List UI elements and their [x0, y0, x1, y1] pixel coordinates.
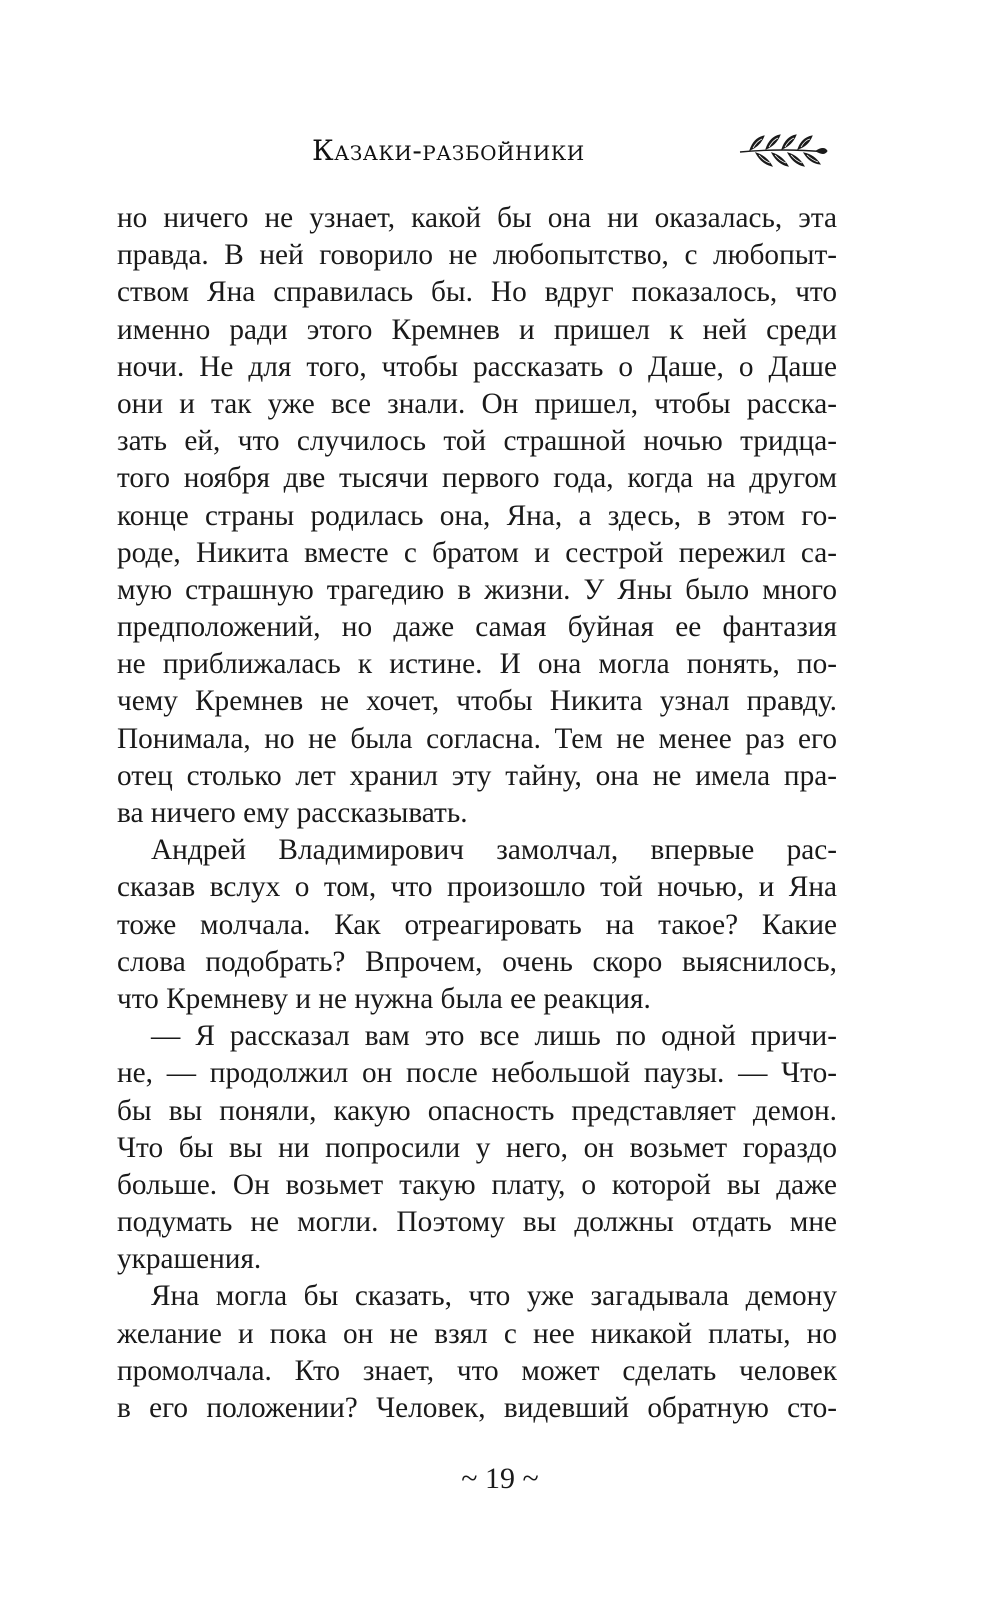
text-line: Яна могла бы сказать, что уже загадывала демону: [151, 1280, 837, 1313]
text-line: того ноября две тысячи первого года, когда на другом: [117, 462, 837, 495]
text-line: — Я рассказал вам это все лишь по одной причи-: [151, 1020, 837, 1053]
page-number: ~ 19 ~: [461, 1462, 539, 1495]
text-line: Что бы вы ни попросили у него, он возьмет гораздо: [117, 1131, 837, 1164]
text-line: не, — продолжил он после небольшой паузы. — Что-: [117, 1057, 837, 1090]
text-line: промолчала. Кто знает, что может сделать человек: [117, 1354, 837, 1387]
paragraph: [117, 1278, 837, 1427]
text-line: Андрей Владимирович замолчал, впервые рас-: [151, 834, 837, 867]
text-line: не приближалась к истине. И она могла понять, по-: [117, 648, 837, 681]
paragraph: [117, 1018, 837, 1278]
text-line: сказав вслух о том, что произошло той ночью, и Яна: [117, 871, 837, 904]
text-line: именно ради этого Кремнев и пришел к ней среди: [117, 313, 837, 346]
text-line: бы вы поняли, какую опасность представляет демон.: [117, 1094, 837, 1127]
text-line: ночи. Не для того, чтобы рассказать о Даше, о Даше: [117, 350, 837, 383]
text-line: украшения.: [117, 1243, 262, 1276]
text-line: слова подобрать? Впрочем, очень скоро выяснилось,: [117, 945, 837, 978]
running-title: Казаки-разбойники: [312, 134, 585, 167]
text-line: тоже молчала. Как отреагировать на такое? Какие: [117, 908, 837, 941]
text-line: ством Яна справилась бы. Но вдруг показалось, что: [117, 276, 837, 309]
text-line: больше. Он возьмет такую плату, о которой вы даже: [117, 1168, 837, 1201]
text-line: желание и пока он не взял с нее никакой платы, но: [117, 1317, 837, 1350]
text-line: в его положении? Человек, видевший обратную сто-: [117, 1392, 837, 1424]
text-line: зать ей, что случилось той страшной ночью тридца-: [117, 425, 837, 458]
text-line: Понимала, но не была согласна. Тем не менее раз его: [117, 722, 837, 755]
paragraph: [117, 200, 837, 832]
text-line: ва ничего ему рассказывать.: [117, 797, 468, 829]
text-line: что Кремневу и не нужна была ее реакция.: [117, 982, 651, 1015]
text-line: конце страны родилась она, Яна, а здесь, в этом го-: [117, 499, 837, 532]
text-line: чему Кремнев не хочет, чтобы Никита узнал правду.: [117, 685, 837, 718]
text-line: подумать не могли. Поэтому вы должны отдать мне: [117, 1206, 837, 1239]
paragraph: [117, 832, 837, 1018]
text-line: предположений, но даже самая буйная ее фантазия: [117, 611, 837, 644]
text-line: отец столько лет хранил эту тайну, она не имела пра-: [117, 759, 837, 792]
text-line: они и так уже все знали. Он пришел, чтобы расска-: [117, 387, 837, 420]
text-line: роде, Никита вместе с братом и сестрой пережил са-: [117, 536, 837, 569]
text-line: мую страшную трагедию в жизни. У Яны было много: [117, 573, 837, 606]
text-line: но ничего не узнает, какой бы она ни оказалась, эта: [117, 202, 837, 234]
text-line: правда. В ней говорило не любопытство, с любопыт-: [117, 239, 837, 272]
body-text: [117, 200, 837, 1427]
running-header: [0, 128, 1000, 178]
laurel-branch-icon: [738, 130, 828, 170]
